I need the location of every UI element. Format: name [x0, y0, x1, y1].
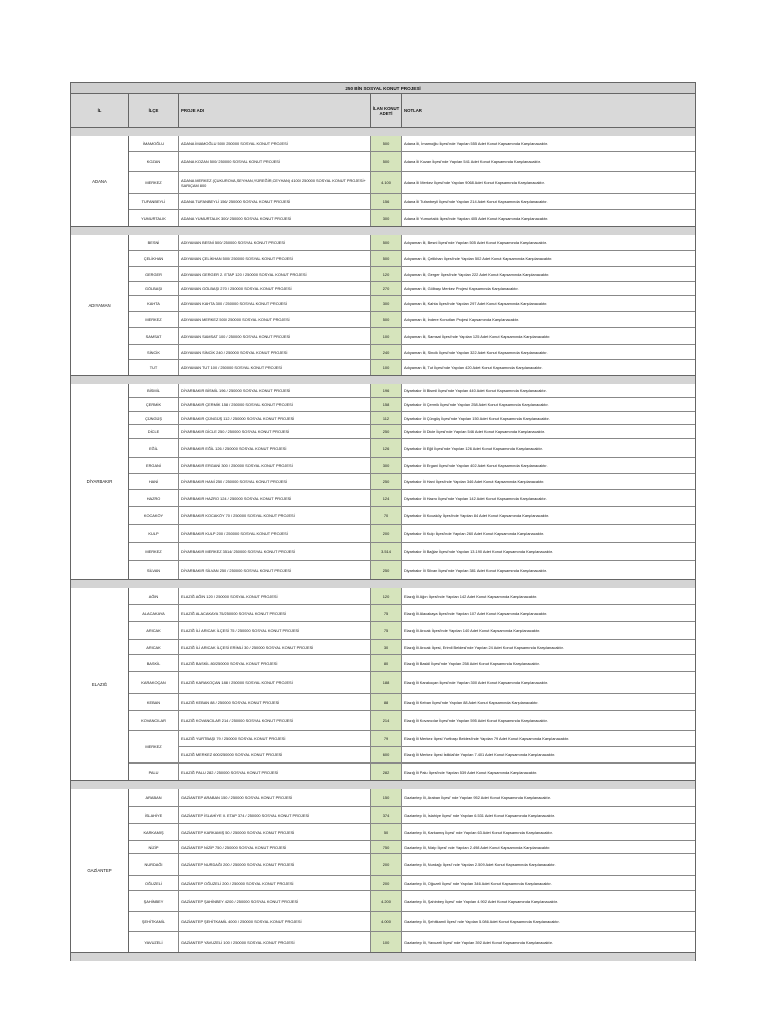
unit-count-cell: 300 — [371, 296, 402, 311]
province-group — [70, 136, 696, 227]
table-row — [129, 398, 695, 412]
unit-count-cell: 50 — [371, 824, 402, 840]
note-cell: Gaziantep İli, İslahiye İlçesi' nde Yapılan 6.531 Adet Konut Kapsamında Karşılanacaktır. — [404, 812, 555, 818]
note-cell: Diyarbakır İli Eğil İlçesi'nde Yapılan 126 Adet Konut Kapsamında Karşılanacaktır. — [404, 445, 543, 451]
project-name-cell: GAZİANTEP OĞUZELİ 200 / 250000 SOSYAL KONUT PROJESİ — [179, 876, 371, 890]
project-name-cell: ELAZIĞ İLİ ARICAK İLÇESİ ERİMLİ 30 / 250000 SOSYAL KONUT PROJESİ — [179, 640, 371, 654]
note-cell: Adıyaman İli, Sincik İlçesi'nde Yapılan 322 Adet Konut Kapsamında Karşılanacaktır. — [404, 349, 548, 355]
project-name-cell: ADANA KOZAN 500/ 250000 SOSYAL KONUT PROJESİ — [179, 152, 371, 171]
note-cell: Adıyaman İli, Besni İlçesi'nde Yapılan 505 Adet Konut Kapsamında Karşılanacaktır. — [404, 240, 547, 245]
district-cell: HANİ — [129, 474, 179, 489]
district-cell: PALU — [129, 764, 179, 780]
district-cell: ARICAK — [129, 640, 179, 654]
note-cell: Adana İli Tufanbeyli İlçesi'nde Yapılan 214 Adet Konut Kapsamında Karşılanacaktır. — [404, 199, 548, 204]
table-row — [129, 235, 695, 251]
merged-subrows — [179, 731, 695, 762]
unit-count-cell: 100 — [371, 328, 402, 344]
note-cell: Adıyaman İli, Gölbaşı Merkez Projesi Kapsamında Karşılanacaktır. — [404, 286, 519, 291]
group-separator — [70, 376, 696, 384]
province-group — [70, 789, 696, 953]
project-name-cell: ADIYAMAN KAHTA 300 / 250000 SOSYAL KONUT PROJESİ — [179, 296, 371, 311]
district-cell: KOVANCILAR — [129, 711, 179, 730]
province-name: ADANA — [71, 136, 129, 226]
district-cell: KULP — [129, 525, 179, 542]
project-name-cell: ADANA TUFANBEYLİ 156/ 250000 SOSYAL KONUT PROJESİ — [179, 194, 371, 209]
table-row — [129, 763, 695, 780]
project-name-cell: DİYARBAKIR ERGANİ 300 / 250000 SOSYAL KONUT PROJESİ — [179, 458, 371, 473]
unit-count-cell: 300 — [371, 210, 402, 226]
project-name-cell: ELAZIĞ KARAKOÇAN 188 / 250000 SOSYAL KONUT PROJESİ — [179, 672, 371, 693]
project-name-cell: ELAZIĞ MERKEZ 600/250000 SOSYAL KONUT PROJESİ — [179, 747, 371, 762]
note-cell: Gaziantep İli, Nurdağı İlçesi' nde Yapılan 2.509 Adet Konut Kapsamında Karşılanacaktır. — [404, 862, 556, 867]
district-cell: MERKEZ — [129, 543, 179, 560]
project-name-cell: GAZİANTEP NURDAĞI 200 / 250000 SOSYAL KONUT PROJESİ — [179, 854, 371, 875]
note-cell: Elazığ İli Palu İlçesi'nde Yapılan 539 Adet Konut Kapsamında Karşılanacaktır. — [404, 769, 538, 775]
project-name-cell: ADIYAMAN GERGER 2. ETAP 120 / 250000 SOSYAL KONUT PROJESİ — [179, 267, 371, 281]
district-cell: MERKEZ — [129, 172, 179, 193]
project-name-cell: ADIYAMAN MERKEZ 500/ 250000 SOSYAL KONUT PROJESİ — [179, 312, 371, 327]
header-il: İL — [71, 94, 129, 127]
project-name-cell: ADIYAMAN BESNİ 500/ 250000 SOSYAL KONUT PROJESİ — [179, 235, 371, 250]
unit-count-cell: 200 — [371, 876, 402, 890]
note-cell: Diyarbakır İli Ergani İlçesi'nde Yapılan 402 Adet Konut Kapsamında Karşılanacaktır. — [404, 463, 548, 468]
unit-count-cell: 200 — [371, 854, 402, 875]
district-cell: DİCLE — [129, 425, 179, 438]
note-cell: Adıyaman İli, Kahta İlçesi'nde Yapılan 297 Adet Konut Kapsamında Karşılanacaktır. — [404, 301, 548, 306]
note-cell: Diyarbakır İli Dicle İlçesi'nde Yapılan 546 Adet Konut Kapsamında Karşılanacaktır. — [404, 429, 545, 434]
note-cell: Elazığ İli Karakoçan İlçesi'nde Yapılan 300 Adet Konut Kapsamında Karşılanacaktır. — [404, 680, 548, 685]
district-cell: ARICAK — [129, 622, 179, 639]
table-row — [129, 194, 695, 210]
table-row — [129, 711, 695, 731]
project-name-cell: DİYARBAKIR HANİ 250 / 250000 SOSYAL KONUT PROJESİ — [179, 474, 371, 489]
project-name-cell: ELAZIĞ PALU 282 / 250000 SOSYAL KONUT PROJESİ — [179, 764, 371, 780]
district-cell: ALACAKAYA — [129, 605, 179, 621]
table-row — [129, 912, 695, 932]
district-cell: YUMURTALIK — [129, 210, 179, 226]
project-name-cell: DİYARBAKIR BİSMİL 196 / 250000 SOSYAL KONUT PROJESİ — [179, 384, 371, 397]
group-separator — [70, 953, 696, 961]
note-cell: Adıyaman İli, Gerger İlçesi'nde Yapılan 222 Adet Konut Kapsamında Karşılanacaktır. — [404, 271, 550, 277]
unit-count-cell: 196 — [371, 384, 402, 397]
table-row — [129, 474, 695, 490]
project-name-cell: ELAZIĞ AĞIN 120 / 250000 SOSYAL KONUT PROJESİ — [179, 588, 371, 604]
unit-count-cell: 4.200 — [371, 891, 402, 911]
unit-count-cell: 126 — [371, 439, 402, 457]
note-cell: Gaziantep İli, Şahinbey İlçesi' nde Yapılan 4.902 Adet Konut Kapsamında Karşılanacaktır. — [404, 898, 558, 904]
note-cell: Diyarbakır İli Bismil İlçesi'nde Yapılan 440 Adet Konut Kapsamında Karşılanacaktır. — [404, 388, 547, 393]
project-name-cell: GAZİANTEP ŞEHİTKAMİL 4000 / 250000 SOSYAL KONUT PROJESİ — [179, 912, 371, 931]
merged-district-row — [129, 731, 695, 763]
unit-count-cell: 500 — [371, 235, 402, 250]
table-row — [129, 588, 695, 605]
table-row — [129, 345, 695, 360]
unit-count-cell: 75 — [371, 622, 402, 639]
table-row — [129, 136, 695, 152]
table-row — [129, 439, 695, 458]
note-cell: Diyarbakır İli Çüngüş İlçesi'nde Yapılan 150 Adet Konut Kapsamında Karşılanacaktır. — [404, 415, 550, 421]
note-cell: Adıyaman İli, İndere Konutları Projesi Kapsamında Karşılanacaktır. — [404, 317, 520, 322]
unit-count-cell: 250 — [371, 474, 402, 489]
unit-count-cell: 120 — [371, 267, 402, 281]
unit-count-cell: 156 — [371, 194, 402, 209]
note-cell: Gaziantep İli, Nizip İlçesi' nde Yapılan 2.498 Adet Konut Kapsamında Karşılanacaktır. — [404, 844, 551, 850]
district-rows — [129, 789, 695, 952]
unit-count-cell: 3.514 — [371, 543, 402, 560]
unit-count-cell: 100 — [371, 360, 402, 375]
table-row — [129, 807, 695, 824]
table-row — [129, 328, 695, 345]
district-cell: ERGANİ — [129, 458, 179, 473]
unit-count-cell: 79 — [371, 731, 402, 746]
note-cell: Elazığ İli Merkez İlçesi Yurtbaşı Beldesi'nde Yapılan 79 Adet Konut Kapsamında Karşılanacaktır. — [404, 736, 570, 741]
note-cell: Adana İli, İmamoğlu İlçesi'nde Yapılan 555 Adet Konut Kapsamında Karşılanacaktır. — [404, 141, 548, 146]
table-row — [129, 282, 695, 296]
note-cell: Adana İli Yumurtalık İlçesi'nde Yapılan 405 Adet Konut Kapsamında Karşılanacaktır. — [404, 215, 549, 221]
table-row — [129, 152, 695, 172]
district-rows — [129, 588, 695, 780]
province-groups — [70, 128, 696, 961]
table-row — [129, 507, 695, 525]
note-cell: Elazığ İli Arıcak İlçesi, Erimli Beldesi'nde Yapılan 24 Adet Konut Kapsamında Karşılanacaktır. — [404, 644, 564, 650]
table-row — [129, 622, 695, 640]
table-row — [129, 296, 695, 312]
note-cell: Elazığ İli Alacakaya İlçesi'nde Yapılan 107 Adet Konut Kapsamında Karşılanacaktır. — [404, 610, 548, 616]
table-row — [129, 210, 695, 226]
table-row — [129, 876, 695, 891]
project-name-cell: GAZİANTEP NİZİP 750 / 250000 SOSYAL KONUT PROJESİ — [179, 841, 371, 853]
note-cell: Gaziantep İli, Araban İlçesi' nde Yapılan 952 Adet Konut Kapsamında Karşılanacaktır. — [404, 795, 551, 800]
district-cell: TUFANBEYLİ — [129, 194, 179, 209]
district-cell: ÇÜNGÜŞ — [129, 412, 179, 424]
district-rows — [129, 235, 695, 375]
note-cell: Diyarbakır İli Çermik İlçesi'nde Yapılan 258 Adet Konut Kapsamında Karşılanacaktır. — [404, 402, 549, 407]
district-cell: KOCAKÖY — [129, 507, 179, 524]
unit-count-cell: 600 — [371, 747, 402, 762]
unit-count-cell: 80 — [371, 655, 402, 671]
project-name-cell: ADIYAMAN ÇELİKHAN 500/ 250000 SOSYAL KONUT PROJESİ — [179, 251, 371, 266]
project-name-cell: DİYARBAKIR EĞİL 126 / 250000 SOSYAL KONUT PROJESİ — [179, 439, 371, 457]
header-row — [70, 94, 696, 128]
project-name-cell: ADANA İMAMOĞLU 500/ 250000 SOSYAL KONUT PROJESİ — [179, 136, 371, 151]
project-name-cell: GAZİANTEP KARKAMIŞ 50 / 250000 SOSYAL KONUT PROJESİ — [179, 824, 371, 840]
table-row — [129, 251, 695, 267]
project-name-cell: ADIYAMAN TUT 100 / 250000 SOSYAL KONUT PROJESİ — [179, 360, 371, 375]
note-cell: Diyarbakır İli Hazro İlçesi'nde Yapılan 142 Adet Konut Kapsamında Karşılanacaktır. — [404, 495, 547, 501]
project-name-cell: GAZİANTEP ARABAN 150 / 250000 SOSYAL KONUT PROJESİ — [179, 789, 371, 806]
district-cell: BİSMİL — [129, 384, 179, 397]
district-cell: SAMSAT — [129, 328, 179, 344]
table-row — [129, 841, 695, 854]
province-name: ELAZIĞ — [71, 588, 129, 780]
note-cell: Diyarbakır İli Kocaköy İlçesi'nde Yapılan 84 Adet Konut Kapsamında Karşılanacaktır. — [404, 513, 550, 518]
district-cell: GÖLBAŞI — [129, 282, 179, 295]
table-row — [129, 561, 695, 579]
unit-count-cell: 124 — [371, 490, 402, 506]
district-cell: TUT — [129, 360, 179, 375]
district-cell: KARKAMIŞ — [129, 824, 179, 840]
district-cell: OĞUZELİ — [129, 876, 179, 890]
unit-count-cell: 150 — [371, 789, 402, 806]
project-name-cell: ELAZIĞ KOVANCILAR 214 / 250000 SOSYAL KONUT PROJESİ — [179, 711, 371, 730]
unit-count-cell: 300 — [371, 458, 402, 473]
project-name-cell: ADANA YUMURTALIK 300/ 250000 SOSYAL KONUT PROJESİ — [179, 210, 371, 226]
table-row — [129, 672, 695, 694]
note-cell: Elazığ İli Baskil İlçesi'nde Yapılan 258 Adet Konut Kapsamında Karşılanacaktır. — [404, 660, 540, 666]
district-cell: ŞEHİTKAMİL — [129, 912, 179, 931]
note-cell: Gaziantep İli, Şehitkamil İlçesi' nde Yapılan 5.086 Adet Konut Kapsamında Karşılanacaktır. — [404, 919, 560, 924]
unit-count-cell: 270 — [371, 282, 402, 295]
table-row — [129, 543, 695, 561]
district-cell: İMAMOĞLU — [129, 136, 179, 151]
table-row — [129, 932, 695, 952]
unit-count-cell: 200 — [371, 525, 402, 542]
spreadsheet-table — [70, 82, 696, 961]
project-name-cell: DİYARBAKIR DİCLE 250 / 250000 SOSYAL KONUT PROJESİ — [179, 425, 371, 438]
table-row — [129, 891, 695, 912]
note-cell: Adıyaman İli, Tut İlçesi'nde Yapılan 420 Adet Konut Kapsamında Karşılanacaktır. — [404, 365, 543, 370]
district-cell: NİZİP — [129, 841, 179, 853]
unit-count-cell: 500 — [371, 251, 402, 266]
unit-count-cell: 100 — [371, 932, 402, 952]
group-separator — [70, 128, 696, 136]
note-cell: Gaziantep İli, Yavuzeli İlçesi' nde Yapılan 392 Adet Konut Kapsamında Karşılanacaktır. — [404, 939, 553, 945]
province-name: GAZİANTEP — [71, 789, 129, 952]
note-cell: Adıyaman İli, Çelikhan İlçesi'nde Yapılan 502 Adet Konut Kapsamında Karşılanacaktır. — [404, 256, 553, 261]
unit-count-cell: 30 — [371, 640, 402, 654]
table-row — [129, 854, 695, 876]
note-cell: Gaziantep İli, Karkamış İlçesi' nde Yapılan 63 Adet Konut Kapsamında Karşılanacaktır. — [404, 829, 553, 835]
table-row — [129, 425, 695, 439]
table-row — [129, 605, 695, 622]
group-separator — [70, 781, 696, 789]
project-name-cell: DİYARBAKIR ÇERMİK 158 / 250000 SOSYAL KONUT PROJESİ — [179, 398, 371, 411]
district-cell: EĞİL — [129, 439, 179, 457]
note-cell: Diyarbakır İli Hani İlçesi'nde Yapılan 346 Adet Konut Kapsamında Karşılanacaktır. — [404, 479, 545, 484]
district-cell: HAZRO — [129, 490, 179, 506]
table-row — [129, 267, 695, 282]
note-cell: Adana İli Merkez İlçesi'nde Yapılan 9068 Adet Konut Kapsamında Karşılanacaktır. — [404, 180, 545, 185]
district-cell: NURDAĞI — [129, 854, 179, 875]
project-name-cell: GAZİANTEP YAVUZELİ 100 / 250000 SOSYAL KONUT PROJESİ — [179, 932, 371, 952]
table-row — [129, 172, 695, 194]
note-cell: Elazığ İli Keban İlçesi'nde Yapılan 88 Adet Konut Kapsamında Karşılanacaktır. — [404, 699, 539, 705]
project-name-cell: ELAZIĞ ALACAKAYA 75/250000 SOSYAL KONUT PROJESİ — [179, 605, 371, 621]
unit-count-cell: 75 — [371, 605, 402, 621]
table-title: 250 BİN SOSYAL KONUT PROJESİ — [70, 82, 696, 94]
table-row — [129, 384, 695, 398]
project-name-cell: DİYARBAKIR HAZRO 124 / 250000 SOSYAL KONUT PROJESİ — [179, 490, 371, 506]
district-cell: ARABAN — [129, 789, 179, 806]
note-cell: Diyarbakır İli Bağlar İlçesi'nde Yapılan 13.190 Adet Konut Kapsamında Karşılanacaktır. — [404, 549, 553, 554]
unit-count-cell: 214 — [371, 711, 402, 730]
table-row — [129, 458, 695, 474]
unit-count-cell: 750 — [371, 841, 402, 853]
unit-count-cell: 374 — [371, 807, 402, 823]
district-cell: SİNCİK — [129, 345, 179, 359]
table-row — [129, 312, 695, 328]
table-row — [129, 360, 695, 375]
table-row — [179, 731, 695, 747]
note-cell: Elazığ İli Ağın İlçesi'nde Yapılan 142 Adet Konut Kapsamında Karşılanacaktır. — [404, 593, 538, 599]
district-cell: KOZAN — [129, 152, 179, 171]
province-group — [70, 588, 696, 781]
unit-count-cell: 500 — [371, 312, 402, 327]
note-cell: Elazığ İli Merkez İlçesi İstiklal'de Yapılan 7.401 Adet Konut Kapsamında Karşılanacaktır. — [404, 752, 556, 757]
unit-count-cell: 112 — [371, 412, 402, 424]
unit-count-cell: 500 — [371, 136, 402, 151]
project-name-cell: ELAZIĞ BASKİL 80/250000 SOSYAL KONUT PROJESİ — [179, 655, 371, 671]
district-cell: KAHTA — [129, 296, 179, 311]
district-cell: BASKİL — [129, 655, 179, 671]
unit-count-cell: 250 — [371, 425, 402, 438]
project-name-cell: ADIYAMAN GÖLBAŞI 270 / 250000 SOSYAL KONUT PROJESİ — [179, 282, 371, 295]
note-cell: Elazığ İli Kovancılar İlçesi'nde Yapılan 595 Adet Konut Kapsamında Karşılanacaktır. — [404, 718, 548, 723]
unit-count-cell: 282 — [371, 764, 402, 780]
note-cell: Adana İli Kozan İlçesi'nde Yapılan 541 Adet Konut Kapsamında Karşılanacaktır. — [404, 159, 541, 164]
project-name-cell: DİYARBAKIR KULP 200 / 250000 SOSYAL KONUT PROJESİ — [179, 525, 371, 542]
district-cell: BESNİ — [129, 235, 179, 250]
table-row — [129, 789, 695, 807]
project-name-cell: ADIYAMAN SİNCİK 240 / 250000 SOSYAL KONUT PROJESİ — [179, 345, 371, 359]
district-cell: MERKEZ — [129, 731, 179, 762]
table-row — [129, 412, 695, 425]
table-row — [129, 655, 695, 672]
project-name-cell: GAZİANTEP ŞAHİNBEY 4200 / 250000 SOSYAL KONUT PROJESİ — [179, 891, 371, 911]
unit-count-cell: 4.000 — [371, 912, 402, 931]
group-separator — [70, 580, 696, 588]
group-separator — [70, 227, 696, 235]
unit-count-cell: 88 — [371, 694, 402, 710]
province-name: DİYARBAKIR — [71, 384, 129, 579]
note-cell: Diyarbakır İli Kulp İlçesi'nde Yapılan 260 Adet Konut Kapsamında Karşılanacaktır. — [404, 531, 545, 536]
unit-count-cell: 120 — [371, 588, 402, 604]
province-group — [70, 235, 696, 376]
project-name-cell: ADANA MERKEZ (ÇUKUROVA,SEYHAN,YÜREĞİR,CEYHAN) 4100/ 250000 SOSYAL KONUT PROJESİ+ SARIÇAM 800 — [179, 172, 371, 193]
unit-count-cell: 240 — [371, 345, 402, 359]
project-name-cell: ELAZIĞ YURTBAŞI 79 / 250000 SOSYAL KONUT PROJESİ — [179, 731, 371, 746]
table-row — [129, 525, 695, 543]
note-cell: Elazığ İli Arıcak İlçesi'nde Yapılan 140 Adet Konut Kapsamında Karşılanacaktır. — [404, 628, 541, 633]
district-cell: KARAKOÇAN — [129, 672, 179, 693]
table-row — [129, 694, 695, 711]
unit-count-cell: 500 — [371, 152, 402, 171]
unit-count-cell: 188 — [371, 672, 402, 693]
table-row — [129, 824, 695, 841]
header-ilan-konut-adeti: İLAN KONUT ADETİ — [371, 94, 402, 127]
table-row — [129, 640, 695, 655]
header-ilce: İLÇE — [129, 94, 179, 127]
district-cell: KEBAN — [129, 694, 179, 710]
project-name-cell: ELAZIĞ KEBAN 88 / 250000 SOSYAL KONUT PROJESİ — [179, 694, 371, 710]
district-cell: SİLVAN — [129, 561, 179, 579]
unit-count-cell: 4.100 — [371, 172, 402, 193]
district-cell: AĞIN — [129, 588, 179, 604]
district-cell: ÇERMİK — [129, 398, 179, 411]
province-group — [70, 384, 696, 580]
unit-count-cell: 250 — [371, 561, 402, 579]
district-cell: YAVUZELİ — [129, 932, 179, 952]
note-cell: Diyarbakır İli Silvan İlçesi'nde Yapılan 381 Adet Konut Kapsamında Karşılanacaktır. — [404, 567, 547, 573]
project-name-cell: DİYARBAKIR KOCAKÖY 70 / 250000 SOSYAL KONUT PROJESİ — [179, 507, 371, 524]
project-name-cell: DİYARBAKIR SİLVAN 250 / 250000 SOSYAL KONUT PROJESİ — [179, 561, 371, 579]
table-row — [179, 747, 695, 762]
project-name-cell: ELAZIĞ İLİ ARICAK İLÇESİ 75 / 250000 SOSYAL KONUT PROJESİ — [179, 622, 371, 639]
district-cell: ÇELİKHAN — [129, 251, 179, 266]
project-name-cell: GAZİANTEP İSLAHİYE II. ETAP 374 / 250000 SOSYAL KONUT PROJESİ — [179, 807, 371, 823]
province-name: ADIYAMAN — [71, 235, 129, 375]
district-rows — [129, 384, 695, 579]
note-cell: Gaziantep İli, Oğuzeli İlçesi' nde Yapılan 346 Adet Konut Kapsamında Karşılanacaktır. — [404, 880, 552, 886]
note-cell: Adıyaman İli, Samsat İlçesi'nde Yapılan 125 Adet Konut Kapsamında Karşılanacaktır. — [404, 333, 551, 339]
district-cell: GERGER — [129, 267, 179, 281]
header-proje-adi: PROJE ADI — [179, 94, 371, 127]
district-cell: ŞAHİNBEY — [129, 891, 179, 911]
district-cell: İSLAHİYE — [129, 807, 179, 823]
header-notlar: NOTLAR — [404, 108, 422, 113]
unit-count-cell: 158 — [371, 398, 402, 411]
district-cell: MERKEZ — [129, 312, 179, 327]
unit-count-cell: 70 — [371, 507, 402, 524]
district-rows — [129, 136, 695, 226]
project-name-cell: DİYARBAKIR MERKEZ 3514/ 250000 SOSYAL KONUT PROJESİ — [179, 543, 371, 560]
project-name-cell: ADIYAMAN SAMSAT 100 / 250000 SOSYAL KONUT PROJESİ — [179, 328, 371, 344]
table-row — [129, 490, 695, 507]
project-name-cell: DİYARBAKIR ÇÜNGÜŞ 112 / 250000 SOSYAL KONUT PROJESİ — [179, 412, 371, 424]
